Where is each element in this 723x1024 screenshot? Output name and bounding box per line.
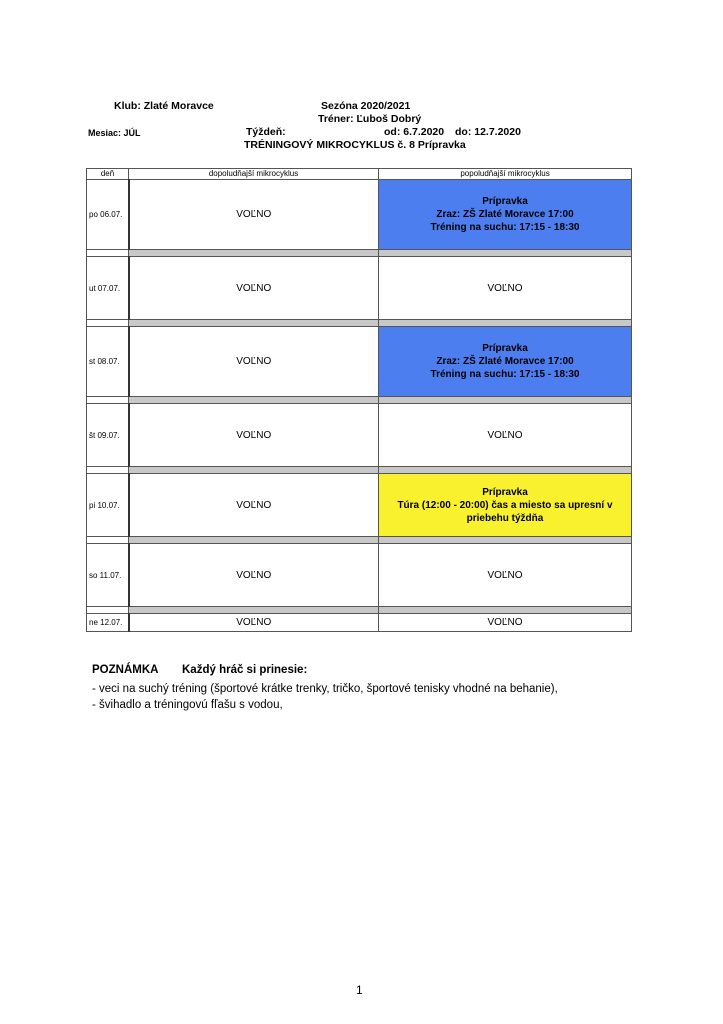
schedule-title: TRÉNINGOVÝ MIKROCYKLUS č. 8 Prípravka (244, 139, 466, 151)
morning-cell: VOĽNO (129, 404, 379, 467)
afternoon-line: Zraz: ZŠ Zlaté Moravce 17:00 (436, 209, 574, 220)
schedule-table (86, 168, 632, 632)
afternoon-line: Túra (12:00 - 20:00) čas a miesto sa upresní v (397, 499, 613, 511)
morning-cell: VOĽNO (129, 614, 379, 632)
coach: Tréner: Ľuboš Dobrý (318, 113, 422, 125)
page-number: 1 (356, 983, 363, 997)
note-item-1: - veci na suchý tréning (športové krátke trenky, tričko, športové tenisky vhodné na behanie), (92, 683, 558, 695)
table-header-row (87, 169, 632, 180)
day-cell: ne 12.07. (87, 614, 129, 632)
afternoon-cell (379, 544, 632, 607)
note-label: POZNÁMKA (92, 664, 159, 676)
afternoon-cell (379, 614, 632, 632)
day-cell: pi 10.07. (87, 474, 129, 537)
afternoon-cell (379, 257, 632, 320)
season: Sezóna 2020/2021 (321, 100, 411, 112)
afternoon-cell (379, 404, 632, 467)
table-row (87, 544, 632, 607)
morning-cell: VOĽNO (129, 327, 379, 397)
column-header-morning: dopoludňajší mikrocyklus (129, 169, 379, 180)
row-separator (87, 250, 632, 257)
table-row (87, 180, 632, 250)
morning-cell: VOĽNO (129, 257, 379, 320)
afternoon-line: VOĽNO (487, 617, 523, 628)
table-row (87, 614, 632, 632)
afternoon-line: VOĽNO (487, 282, 523, 294)
month: Mesiac: JÚL (88, 128, 141, 138)
note-heading: Každý hráč si prinesie: (182, 664, 308, 676)
afternoon-line: Prípravka (482, 486, 528, 498)
afternoon-cell (379, 327, 632, 397)
column-header-day: deň (87, 169, 129, 180)
date-from: od: 6.7.2020 (384, 126, 445, 138)
day-cell: po 06.07. (87, 180, 129, 250)
table-row (87, 327, 632, 397)
afternoon-line: Tréning na suchu: 17:15 - 18:30 (430, 222, 580, 233)
row-separator (87, 320, 632, 327)
row-separator (87, 537, 632, 544)
afternoon-line: VOĽNO (487, 569, 523, 581)
day-cell: so 11.07. (87, 544, 129, 607)
table-row (87, 257, 632, 320)
row-separator (87, 467, 632, 474)
afternoon-line: Prípravka (482, 343, 528, 354)
day-cell: št 09.07. (87, 404, 129, 467)
afternoon-line: VOĽNO (487, 429, 523, 441)
day-cell: st 08.07. (87, 327, 129, 397)
afternoon-line: Prípravka (482, 196, 528, 207)
afternoon-cell (379, 474, 632, 537)
date-to: do: 12.7.2020 (455, 126, 521, 138)
week-label: Týždeň: (246, 126, 286, 138)
note-item-2: - švihadlo a tréningovú fľašu s vodou, (92, 699, 283, 711)
day-cell: ut 07.07. (87, 257, 129, 320)
row-separator (87, 397, 632, 404)
column-header-afternoon: popoludňajší mikrocyklus (379, 169, 632, 180)
morning-cell: VOĽNO (129, 180, 379, 250)
morning-cell: VOĽNO (129, 544, 379, 607)
afternoon-line: Tréning na suchu: 17:15 - 18:30 (430, 369, 580, 380)
afternoon-line: Zraz: ZŠ Zlaté Moravce 17:00 (436, 356, 574, 367)
morning-cell: VOĽNO (129, 474, 379, 537)
table-row (87, 404, 632, 467)
row-separator (87, 607, 632, 614)
club-name: Klub: Zlaté Moravce (114, 100, 214, 112)
afternoon-line: priebehu týždňa (466, 512, 544, 524)
table-row (87, 474, 632, 537)
afternoon-cell (379, 180, 632, 250)
